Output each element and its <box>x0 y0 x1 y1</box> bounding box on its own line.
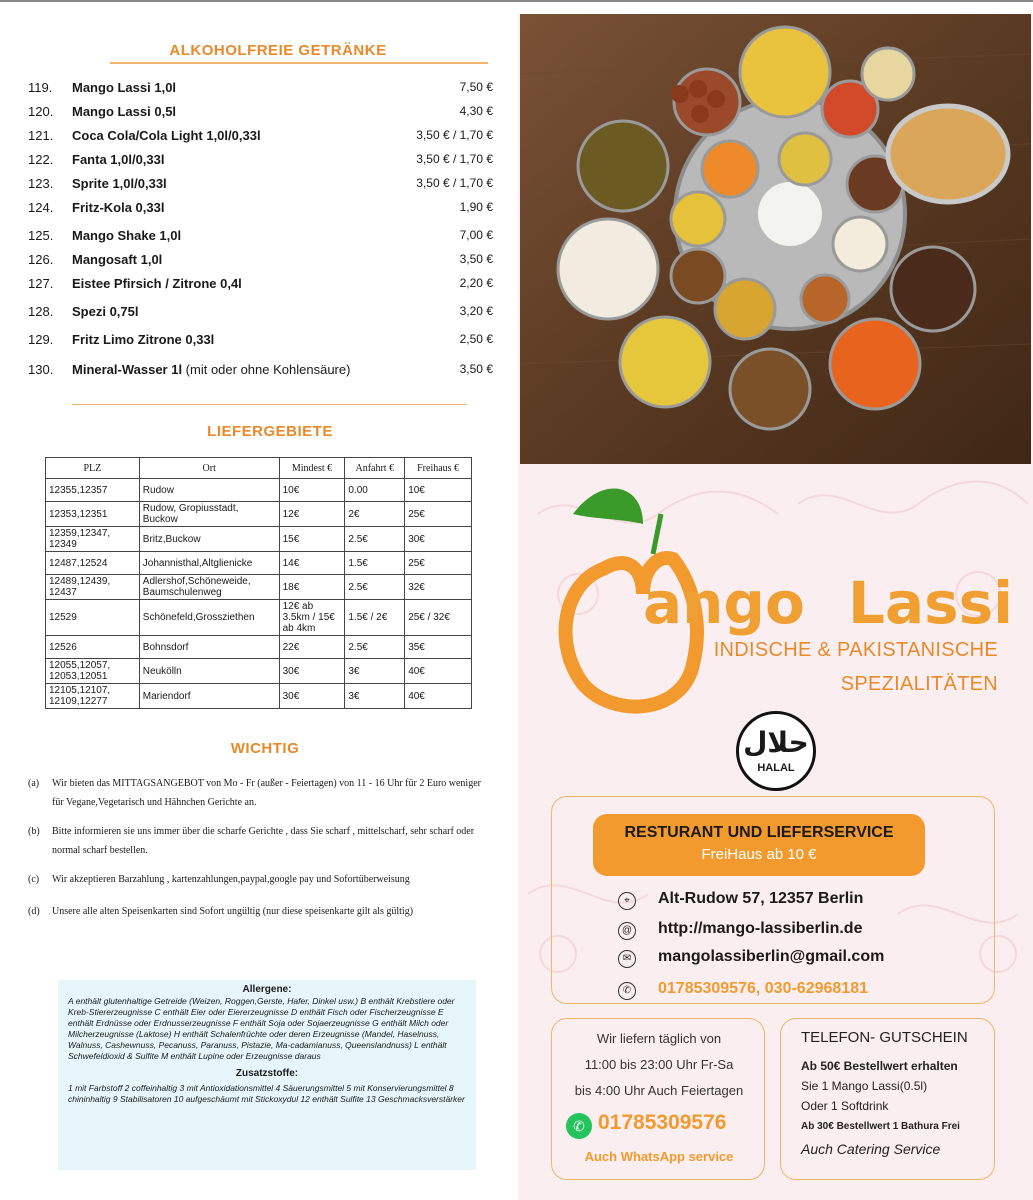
table-cell: 12€ <box>279 502 345 527</box>
table-cell: Neukölln <box>139 659 279 684</box>
hours-line2: 11:00 bis 23:00 Uhr Fr-Sa <box>584 1057 734 1072</box>
table-row <box>46 502 472 527</box>
drink-item <box>28 200 498 220</box>
table-cell: 15€ <box>279 527 345 552</box>
table-header: PLZ <box>46 458 140 479</box>
allergens-title: Allergene: <box>242 984 292 995</box>
table-cell: 18€ <box>279 575 345 600</box>
drink-number: 122. <box>28 152 54 167</box>
drink-item <box>28 152 498 172</box>
service-banner <box>593 814 925 876</box>
additives-title: Zusatzstoffe: <box>235 1068 299 1079</box>
table-cell: 14€ <box>279 552 345 575</box>
drink-item <box>28 80 498 100</box>
table-header: Ort <box>139 458 279 479</box>
note-label: (b) <box>28 826 40 837</box>
location-icon: ⌖ <box>618 892 636 910</box>
tagline-line1: INDISCHE & PAKISTANISCHE <box>713 639 998 661</box>
drink-price: 2,50 € <box>459 332 493 346</box>
drink-price: 3,50 € / 1,70 € <box>416 176 493 190</box>
voucher-box <box>780 1018 995 1180</box>
halal-badge <box>736 711 816 791</box>
table-cell: 10€ <box>279 479 345 502</box>
drinks-title: ALKOHOLFREIE GETRÄNKE <box>169 42 387 59</box>
table-cell: 30€ <box>405 527 472 552</box>
table-row <box>46 600 472 636</box>
whatsapp-contact[interactable] <box>566 1111 756 1141</box>
table-cell: 30€ <box>279 659 345 684</box>
thali-illustration <box>520 14 1031 464</box>
whatsapp-icon: ✆ <box>566 1113 592 1139</box>
drink-item <box>28 104 498 124</box>
table-cell: 32€ <box>405 575 472 600</box>
web-icon: @ <box>618 922 636 940</box>
right-panel <box>518 14 1033 1200</box>
tagline-line2: SPEZIALITÄTEN <box>840 673 998 695</box>
drink-item <box>28 228 498 248</box>
voucher-line2: Sie 1 Mango Lassi(0.5l) <box>801 1079 928 1093</box>
drink-price: 1,90 € <box>459 200 493 214</box>
note-text: Wir bieten das MITTAGSANGEBOT von Mo - Fr (außer - Feiertagen) von 11 - 16 Uhr für 2 Euro weniger für Vegane,Vegetarisch und Hähnchen Gerichte an. <box>52 778 481 808</box>
table-cell: 12489,12439, 12437 <box>46 575 140 600</box>
drink-number: 128. <box>28 304 54 319</box>
drink-number: 123. <box>28 176 54 191</box>
drink-price: 3,50 € / 1,70 € <box>416 128 493 142</box>
table-cell: Britz,Buckow <box>139 527 279 552</box>
note-text: Bitte informieren sie uns immer über die scharfe Gerichte , dass Sie scharf , mittelscharf, sehr scharf oder normal scharf bestellen. <box>52 826 475 856</box>
voucher-line4: Ab 30€ Bestellwert 1 Bathura Frei <box>801 1121 960 1132</box>
drink-item <box>28 304 498 324</box>
important-title: WICHTIG <box>230 740 300 757</box>
halal-label: HALAL <box>757 762 795 774</box>
drink-name: Eistee Pfirsich / Zitrone 0,4l <box>72 276 242 291</box>
table-cell: 12526 <box>46 636 140 659</box>
table-cell: 1.5€ / 2€ <box>345 600 405 636</box>
table-cell: 2€ <box>345 502 405 527</box>
phone-icon: ✆ <box>618 982 636 1000</box>
drink-number: 124. <box>28 200 54 215</box>
note-text: Wir akzeptieren Barzahlung , kartenzahlungen,paypal,google pay und Sofortüberweisung <box>52 874 410 885</box>
table-row <box>46 552 472 575</box>
table-cell: 40€ <box>405 659 472 684</box>
table-cell: 2.5€ <box>345 527 405 552</box>
hours-line1: Wir liefern täglich von <box>596 1031 722 1046</box>
voucher-line1: Ab 50€ Bestellwert erhalten <box>801 1059 958 1073</box>
note-label: (a) <box>28 778 40 789</box>
table-cell: 25€ / 32€ <box>405 600 472 636</box>
drinks-divider <box>72 404 467 405</box>
table-row <box>46 636 472 659</box>
table-cell: 25€ <box>405 502 472 527</box>
drink-price: 7,00 € <box>459 228 493 242</box>
drink-number: 121. <box>28 128 54 143</box>
drink-item <box>28 176 498 196</box>
table-cell: 22€ <box>279 636 345 659</box>
table-cell: 12359,12347, 12349 <box>46 527 140 552</box>
table-cell: 12€ ab 3.5km / 15€ ab 4km <box>279 600 345 636</box>
table-row <box>46 479 472 502</box>
drink-name: Fritz-Kola 0,33l <box>72 200 165 215</box>
delivery-table <box>45 457 472 709</box>
drink-price: 3,50 € <box>459 362 493 376</box>
drink-name: Fritz Limo Zitrone 0,33l <box>72 332 215 347</box>
table-header: Anfahrt € <box>345 458 405 479</box>
drink-name: Spezi 0,75l <box>72 304 139 319</box>
table-header: Freihaus € <box>405 458 472 479</box>
drink-item <box>28 362 498 382</box>
table-cell: 1.5€ <box>345 552 405 575</box>
drink-price: 3,50 € / 1,70 € <box>416 152 493 166</box>
brand-name-part1: ango <box>643 569 805 637</box>
drink-item <box>28 332 498 352</box>
drink-name: Mangosaft 1,0l <box>72 252 163 267</box>
drink-price: 7,50 € <box>459 80 493 94</box>
drink-number: 125. <box>28 228 54 243</box>
drink-name: Mango Lassi 0,5l <box>72 104 177 119</box>
mail-icon: ✉ <box>618 950 636 968</box>
table-row <box>46 659 472 684</box>
table-row <box>46 575 472 600</box>
table-cell: 3€ <box>345 659 405 684</box>
drink-price: 3,20 € <box>459 304 493 318</box>
hours-line3: bis 4:00 Uhr Auch Feiertagen <box>574 1083 744 1098</box>
table-cell: Schönefeld,Grossziethen <box>139 600 279 636</box>
drink-name: Fanta 1,0l/0,33l <box>72 152 165 167</box>
drink-item <box>28 252 498 272</box>
drink-number: 120. <box>28 104 54 119</box>
delivery-title: LIEFERGEBIETE <box>207 423 333 440</box>
table-cell: 35€ <box>405 636 472 659</box>
note-label: (d) <box>28 906 40 917</box>
additives-text: 1 mit Farbstoff 2 coffeinhaltig 3 mit Antioxidationsmittel 4 Säuerungsmittel 5 mit Konservierungsmittel 8 chininhaltig 9 Stabilisatoren 10 aufgeschäumt mit Stickoxydul 12 enthält Sulfite 13 Geschmacksverstärker <box>68 1083 465 1104</box>
drink-name: Coca Cola/Cola Light 1,0l/0,33l <box>72 128 261 143</box>
drink-price: 4,30 € <box>459 104 493 118</box>
left-panel <box>0 2 518 1200</box>
drink-number: 129. <box>28 332 54 347</box>
drink-price: 2,20 € <box>459 276 493 290</box>
table-cell: 12353,12351 <box>46 502 140 527</box>
table-row <box>46 684 472 709</box>
drink-number: 127. <box>28 276 54 291</box>
food-photo <box>520 14 1031 464</box>
table-cell: Bohnsdorf <box>139 636 279 659</box>
drink-price: 3,50 € <box>459 252 493 266</box>
service-title: RESTURANT UND LIEFERSERVICE <box>624 824 894 841</box>
drink-name: Sprite 1,0l/0,33l <box>72 176 167 191</box>
whatsapp-note: Auch WhatsApp service <box>584 1149 734 1164</box>
table-row <box>46 527 472 552</box>
table-cell: 12105,12107, 12109,12277 <box>46 684 140 709</box>
note-label: (c) <box>28 874 40 885</box>
drink-number: 119. <box>28 80 53 95</box>
table-cell: 3€ <box>345 684 405 709</box>
drink-item <box>28 276 498 296</box>
note-text: Unsere alle alten Speisenkarten sind Sofort ungültig (nur diese speisenkarte gilt als gültig) <box>52 906 414 917</box>
drink-number: 130. <box>28 362 54 377</box>
table-cell: Johannisthal,Altglienicke <box>139 552 279 575</box>
drink-item <box>28 128 498 148</box>
table-cell: 2.5€ <box>345 636 405 659</box>
voucher-line5: Auch Catering Service <box>801 1141 941 1157</box>
drink-name: Mango Lassi 1,0l <box>72 80 177 95</box>
drinks-title-underline <box>110 62 488 64</box>
drink-name: Mango Shake 1,0l <box>72 228 182 243</box>
table-cell: 2.5€ <box>345 575 405 600</box>
table-cell: 0.00 <box>345 479 405 502</box>
drink-number: 126. <box>28 252 54 267</box>
table-cell: 30€ <box>279 684 345 709</box>
table-cell: 25€ <box>405 552 472 575</box>
table-cell: 10€ <box>405 479 472 502</box>
table-cell: Mariendorf <box>139 684 279 709</box>
table-cell: Adlershof,Schöneweide, Baumschulenweg <box>139 575 279 600</box>
voucher-title: TELEFON- GUTSCHEIN <box>801 1029 968 1046</box>
allergens-text: A enthält glutenhaltige Getreide (Weizen, Roggen,Gerste, Hafer, Dinkel usw.) B enthält Krebstiere oder Kreb-Stiererzeugnisse C enthält Eier oder Eiererzeugnisse D enthält Fisch oder Fischerzeugnisse E enthält Erdnüsse oder Erdnusserzeugnisse F enthält Soja oder Sojaerzeugnisse G enthält Milch oder Milcherzeugnisse (Laktose) H enthält Schalenfrüchte oder deren Erzeugnisse (Mandel, Haselnuss, Walnuss, Cashewnuss, Pecanuss, Paranuss, Pistazie, Ma-cadamianuss, Queenslandnuss) L enthält Schwefeldioxid & Sulfite M enthält Lupine oder Erzeugnisse daraus <box>68 996 455 1061</box>
table-cell: 12487,12524 <box>46 552 140 575</box>
halal-arabic: حلال <box>743 726 809 759</box>
service-subtitle: FreiHaus ab 10 € <box>701 846 817 863</box>
brand-name-part2: Lassi <box>848 569 1014 637</box>
drink-name: Mineral-Wasser 1l (mit oder ohne Kohlensäure) <box>72 362 351 377</box>
whatsapp-number[interactable]: 01785309576 <box>598 1111 727 1134</box>
hours-box <box>551 1018 765 1180</box>
table-header: Mindest € <box>279 458 345 479</box>
drink-note: (mit oder ohne Kohlensäure) <box>182 362 351 377</box>
allergens-box <box>58 980 476 1170</box>
contact-phone[interactable]: ✆ 01785309576, 030-62968181 <box>618 980 978 1004</box>
contact-email[interactable]: ✉ mangolassiberlin@gmail.com <box>618 948 978 972</box>
voucher-line3: Oder 1 Softdrink <box>801 1099 889 1113</box>
table-cell: 12055,12057, 12053,12051 <box>46 659 140 684</box>
table-cell: Rudow, Gropiusstadt, Buckow <box>139 502 279 527</box>
table-cell: 12355,12357 <box>46 479 140 502</box>
table-cell: Rudow <box>139 479 279 502</box>
table-cell: 12529 <box>46 600 140 636</box>
table-cell: 40€ <box>405 684 472 709</box>
contact-website[interactable]: @ http://mango-lassiberlin.de <box>618 920 978 944</box>
contact-address: ⌖ Alt-Rudow 57, 12357 Berlin <box>618 890 978 914</box>
